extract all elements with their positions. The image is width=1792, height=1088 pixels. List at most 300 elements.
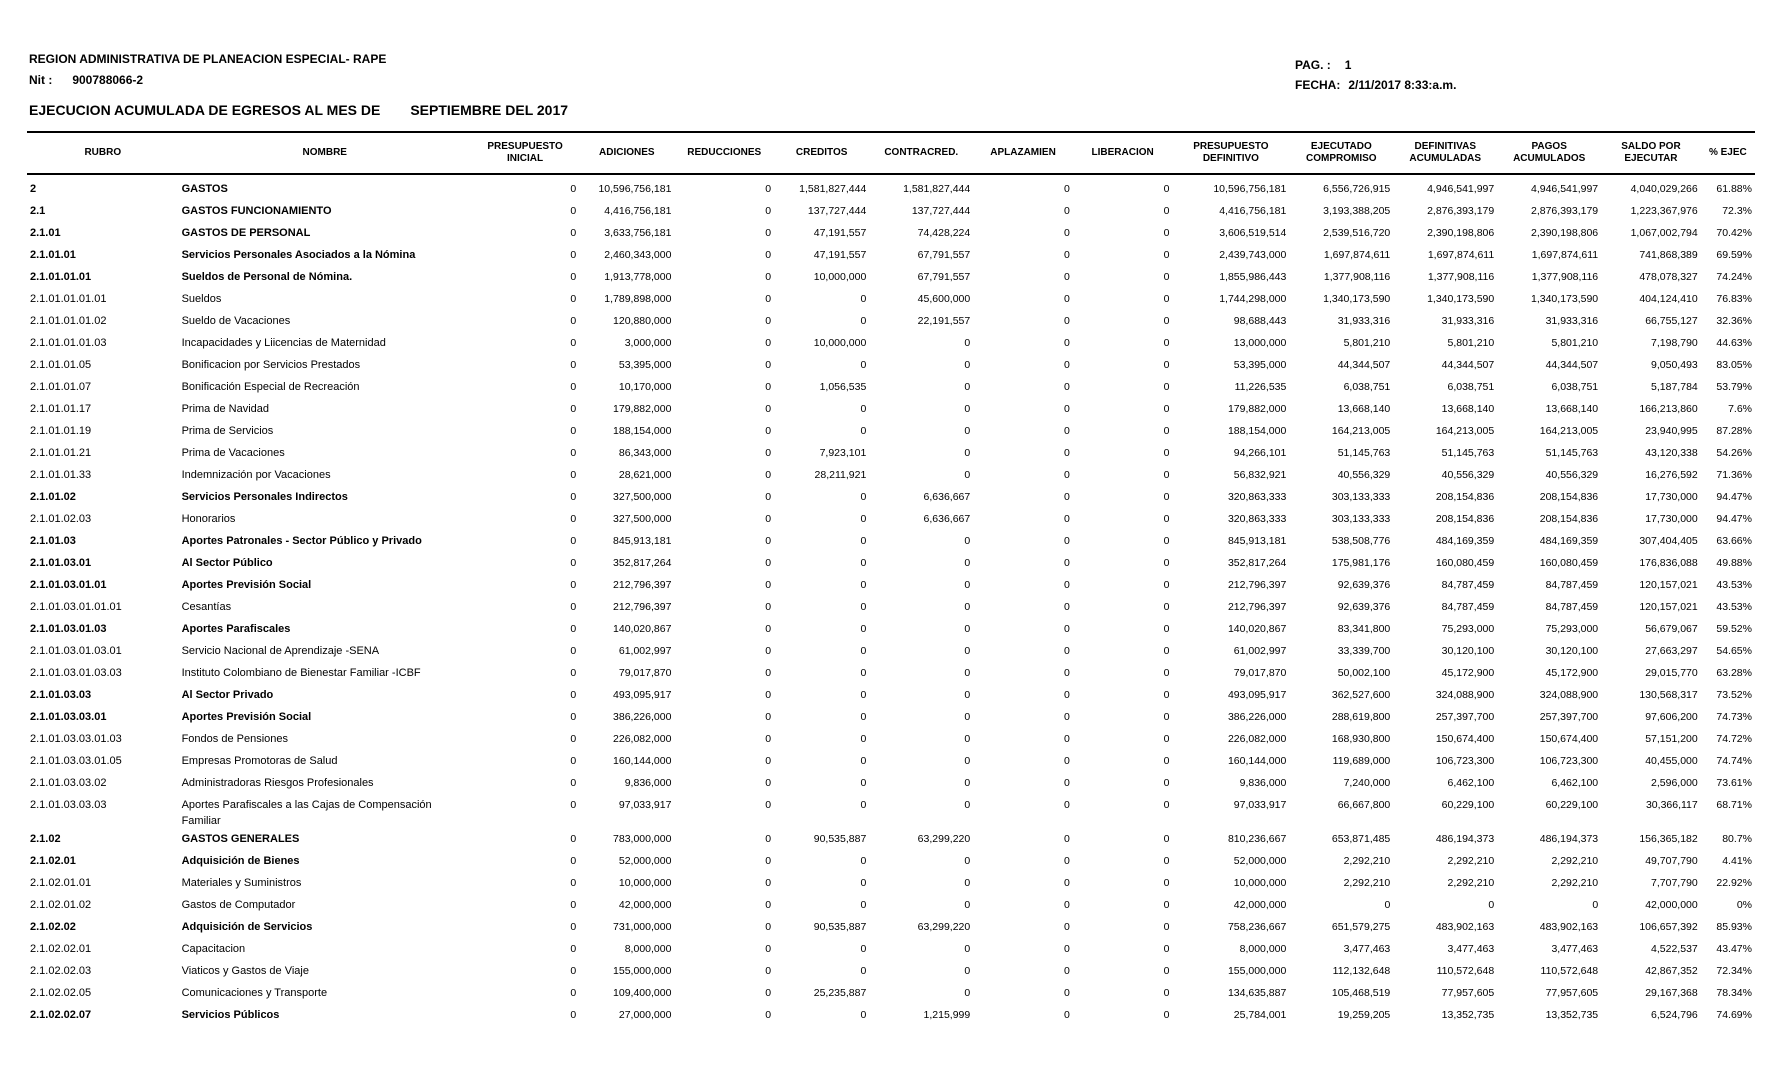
liberacion-cell: 0: [1163, 965, 1170, 977]
reducciones-cell: 0: [765, 755, 772, 767]
saldo-por-ejecutar-cell: 156,365,182: [1639, 833, 1698, 845]
rubro-cell: 2.1.01.01.01.01: [30, 293, 107, 305]
report-title: [29, 102, 568, 118]
rubro-cell: 2.1.01.03: [30, 535, 76, 547]
presupuesto-definitivo-cell: 53,395,000: [1233, 359, 1287, 371]
contracreditos-cell: 0: [964, 965, 971, 977]
ejecutado-compromiso-cell: 653,871,485: [1331, 833, 1391, 845]
rubro-cell: 2.1.01.01.01.02: [30, 315, 107, 327]
table-row: [27, 829, 1755, 851]
liberacion-cell: 0: [1163, 469, 1170, 481]
rubro-cell: 2.1: [30, 205, 46, 217]
adiciones-cell: 160,144,000: [613, 755, 672, 767]
porcentaje-ejecucion-cell: 0%: [1736, 899, 1752, 911]
saldo-por-ejecutar-cell: 43,120,338: [1645, 447, 1698, 459]
saldo-por-ejecutar-cell: 2,596,000: [1651, 777, 1698, 789]
table-row: [27, 289, 1755, 311]
porcentaje-ejecucion-cell: 83.05%: [1716, 359, 1752, 371]
presupuesto-inicial-cell: 0: [570, 183, 577, 195]
ejecutado-compromiso-cell: 175,981,176: [1331, 557, 1391, 569]
presupuesto-inicial-cell: 0: [570, 249, 577, 261]
ejecutado-compromiso-cell: 538,508,776: [1331, 535, 1391, 547]
reducciones-cell: 0: [765, 689, 772, 701]
definitivas-acumuladas-cell: 164,213,005: [1435, 425, 1495, 437]
presupuesto-definitivo-cell: 98,688,443: [1233, 315, 1287, 327]
nombre-cell: GASTOS: [181, 183, 228, 195]
reducciones-cell: 0: [765, 921, 772, 933]
nombre-cell: Sueldos de Personal de Nómina.: [181, 271, 353, 283]
adiciones-cell: 61,002,997: [618, 645, 672, 657]
creditos-cell: 7,923,101: [819, 447, 867, 459]
aplazamientos-cell: 0: [1063, 623, 1070, 635]
presupuesto-definitivo-cell: 758,236,667: [1227, 921, 1287, 933]
liberacion-cell: 0: [1163, 943, 1170, 955]
table-row: [27, 487, 1755, 509]
contracreditos-cell: 0: [964, 799, 971, 811]
contracreditos-cell: 22,191,557: [917, 315, 971, 327]
aplazamientos-cell: 0: [1063, 403, 1070, 415]
presupuesto-inicial-cell: 0: [570, 965, 577, 977]
table-row: [27, 619, 1755, 641]
creditos-cell: 10,000,000: [813, 271, 867, 283]
aplazamientos-cell: 0: [1063, 447, 1070, 459]
nombre-cell: Adquisición de Servicios: [181, 921, 313, 933]
rubro-cell: 2.1.01.01.17: [30, 403, 92, 415]
aplazamientos-cell: 0: [1063, 689, 1070, 701]
creditos-cell: 0: [860, 293, 867, 305]
aplazamientos-cell: 0: [1063, 943, 1070, 955]
ejecutado-compromiso-cell: 92,639,376: [1337, 579, 1391, 591]
creditos-cell: 0: [860, 425, 867, 437]
pagos-acumulados-cell: 40,556,329: [1545, 469, 1599, 481]
creditos-cell: 0: [860, 645, 867, 657]
presupuesto-inicial-cell: 0: [570, 403, 577, 415]
presupuesto-inicial-cell: 0: [570, 755, 577, 767]
contracreditos-cell: 63,299,220: [917, 833, 971, 845]
definitivas-acumuladas-cell: 324,088,900: [1435, 689, 1495, 701]
definitivas-acumuladas-cell: 257,397,700: [1435, 711, 1495, 723]
rubro-cell: 2.1.02.02.01: [30, 943, 92, 955]
presupuesto-inicial-cell: 0: [570, 601, 577, 613]
saldo-por-ejecutar-cell: 4,522,537: [1651, 943, 1698, 955]
presupuesto-definitivo-cell: 10,596,756,181: [1213, 183, 1287, 195]
contracreditos-cell: 6,636,667: [923, 513, 971, 525]
definitivas-acumuladas-cell: 44,344,507: [1441, 359, 1495, 371]
reducciones-cell: 0: [765, 645, 772, 657]
col-header-ejecutado-compromiso: EJECUTADO COMPROMISO: [1289, 132, 1393, 174]
nombre-cell: Capacitacion: [181, 943, 246, 955]
definitivas-acumuladas-cell: 486,194,373: [1435, 833, 1495, 845]
creditos-cell: 0: [860, 535, 867, 547]
ejecutado-compromiso-cell: 362,527,600: [1331, 689, 1391, 701]
presupuesto-inicial-cell: 0: [570, 623, 577, 635]
presupuesto-definitivo-cell: 13,000,000: [1233, 337, 1287, 349]
presupuesto-inicial-cell: 0: [570, 1009, 577, 1021]
saldo-por-ejecutar-cell: 23,940,995: [1645, 425, 1698, 437]
ejecutado-compromiso-cell: 0: [1384, 899, 1391, 911]
reducciones-cell: 0: [765, 579, 772, 591]
table-row: [27, 873, 1755, 895]
liberacion-cell: 0: [1163, 987, 1170, 999]
definitivas-acumuladas-cell: 75,293,000: [1441, 623, 1495, 635]
porcentaje-ejecucion-cell: 71.36%: [1716, 469, 1752, 481]
presupuesto-inicial-cell: 0: [570, 535, 577, 547]
ejecutado-compromiso-cell: 44,344,507: [1337, 359, 1391, 371]
ejecutado-compromiso-cell: 303,133,333: [1331, 513, 1391, 525]
pagos-acumulados-cell: 13,668,140: [1545, 403, 1599, 415]
adiciones-cell: 155,000,000: [613, 965, 672, 977]
table-row: [27, 773, 1755, 795]
adiciones-cell: 212,796,397: [613, 601, 672, 613]
col-header-porcentaje-ejecucion: % EJEC: [1701, 132, 1755, 174]
presupuesto-inicial-cell: 0: [570, 689, 577, 701]
adiciones-cell: 120,880,000: [613, 315, 672, 327]
creditos-cell: 0: [860, 557, 867, 569]
liberacion-cell: 0: [1163, 645, 1170, 657]
porcentaje-ejecucion-cell: 54.65%: [1716, 645, 1752, 657]
saldo-por-ejecutar-cell: 40,455,000: [1645, 755, 1698, 767]
table-row: [27, 245, 1755, 267]
reducciones-cell: 0: [765, 965, 772, 977]
table-row: [27, 597, 1755, 619]
contracreditos-cell: 0: [964, 601, 971, 613]
saldo-por-ejecutar-cell: 120,157,021: [1639, 579, 1698, 591]
porcentaje-ejecucion-cell: 63.28%: [1716, 667, 1752, 679]
page-number: [1295, 58, 1351, 72]
table-row: [27, 174, 1755, 201]
aplazamientos-cell: 0: [1063, 777, 1070, 789]
porcentaje-ejecucion-cell: 85.93%: [1716, 921, 1752, 933]
presupuesto-definitivo-cell: 845,913,181: [1227, 535, 1287, 547]
reducciones-cell: 0: [765, 1009, 772, 1021]
adiciones-cell: 845,913,181: [613, 535, 672, 547]
creditos-cell: 0: [860, 777, 867, 789]
presupuesto-definitivo-cell: 352,817,264: [1227, 557, 1287, 569]
liberacion-cell: 0: [1163, 833, 1170, 845]
rubro-cell: 2.1.01.01.05: [30, 359, 92, 371]
contracreditos-cell: 0: [964, 579, 971, 591]
porcentaje-ejecucion-cell: 53.79%: [1716, 381, 1752, 393]
reducciones-cell: 0: [765, 403, 772, 415]
presupuesto-definitivo-cell: 42,000,000: [1233, 899, 1287, 911]
definitivas-acumuladas-cell: 2,876,393,179: [1427, 205, 1495, 217]
porcentaje-ejecucion-cell: 61.88%: [1716, 183, 1752, 195]
nit-label: Nit :: [29, 73, 53, 87]
presupuesto-inicial-cell: 0: [570, 833, 577, 845]
adiciones-cell: 8,000,000: [624, 943, 672, 955]
liberacion-cell: 0: [1163, 667, 1170, 679]
pagos-acumulados-cell: 5,801,210: [1551, 337, 1599, 349]
nit-value: 900788066-2: [72, 73, 144, 87]
rubro-cell: 2.1.01.03.01.01: [30, 579, 107, 591]
saldo-por-ejecutar-cell: 66,755,127: [1645, 315, 1698, 327]
adiciones-cell: 783,000,000: [613, 833, 672, 845]
aplazamientos-cell: 0: [1063, 205, 1070, 217]
reducciones-cell: 0: [765, 711, 772, 723]
reducciones-cell: 0: [765, 447, 772, 459]
saldo-por-ejecutar-cell: 5,187,784: [1651, 381, 1698, 393]
definitivas-acumuladas-cell: 6,462,100: [1447, 777, 1495, 789]
rubro-cell: 2.1.02.02.05: [30, 987, 92, 999]
rubro-cell: 2.1.02.02: [30, 921, 76, 933]
contracreditos-cell: 0: [964, 381, 971, 393]
pagos-acumulados-cell: 84,787,459: [1545, 601, 1599, 613]
presupuesto-definitivo-cell: 1,855,986,443: [1219, 271, 1287, 283]
reducciones-cell: 0: [765, 315, 772, 327]
definitivas-acumuladas-cell: 2,390,198,806: [1427, 227, 1495, 239]
definitivas-acumuladas-cell: 160,080,459: [1435, 557, 1495, 569]
liberacion-cell: 0: [1163, 733, 1170, 745]
creditos-cell: 0: [860, 315, 867, 327]
col-header-definitivas-acumuladas: DEFINITIVAS ACUMULADAS: [1393, 132, 1497, 174]
porcentaje-ejecucion-cell: 44.63%: [1716, 337, 1752, 349]
pagos-acumulados-cell: 4,946,541,997: [1531, 183, 1599, 195]
creditos-cell: 0: [860, 799, 867, 811]
reducciones-cell: 0: [765, 513, 772, 525]
pagos-acumulados-cell: 45,172,900: [1545, 667, 1599, 679]
adiciones-cell: 731,000,000: [613, 921, 672, 933]
creditos-cell: 90,535,887: [813, 833, 867, 845]
reducciones-cell: 0: [765, 833, 772, 845]
ejecutado-compromiso-cell: 7,240,000: [1343, 777, 1391, 789]
contracreditos-cell: 45,600,000: [917, 293, 971, 305]
aplazamientos-cell: 0: [1063, 645, 1070, 657]
aplazamientos-cell: 0: [1063, 855, 1070, 867]
definitivas-acumuladas-cell: 84,787,459: [1441, 579, 1495, 591]
saldo-por-ejecutar-cell: 56,679,067: [1645, 623, 1698, 635]
adiciones-cell: 4,416,756,181: [604, 205, 672, 217]
ejecutado-compromiso-cell: 6,038,751: [1343, 381, 1391, 393]
col-header-aplazamientos: APLAZAMIEN: [973, 132, 1073, 174]
definitivas-acumuladas-cell: 45,172,900: [1441, 667, 1495, 679]
presupuesto-inicial-cell: 0: [570, 667, 577, 679]
contracreditos-cell: 137,727,444: [911, 205, 971, 217]
definitivas-acumuladas-cell: 110,572,648: [1436, 965, 1495, 977]
reducciones-cell: 0: [765, 855, 772, 867]
page-label: PAG. :: [1295, 58, 1331, 72]
porcentaje-ejecucion-cell: 49.88%: [1716, 557, 1752, 569]
aplazamientos-cell: 0: [1063, 733, 1070, 745]
presupuesto-definitivo-cell: 140,020,867: [1227, 623, 1287, 635]
adiciones-cell: 352,817,264: [613, 557, 672, 569]
pagos-acumulados-cell: 484,169,359: [1539, 535, 1599, 547]
ejecutado-compromiso-cell: 6,556,726,915: [1323, 183, 1391, 195]
pagos-acumulados-cell: 75,293,000: [1545, 623, 1599, 635]
aplazamientos-cell: 0: [1063, 899, 1070, 911]
liberacion-cell: 0: [1163, 205, 1170, 217]
nombre-cell: GASTOS DE PERSONAL: [181, 227, 311, 239]
porcentaje-ejecucion-cell: 7.6%: [1728, 403, 1752, 415]
col-header-saldo-por-ejecutar: SALDO POR EJECUTAR: [1601, 132, 1701, 174]
creditos-cell: 47,191,557: [813, 249, 867, 261]
liberacion-cell: 0: [1163, 491, 1170, 503]
adiciones-cell: 3,000,000: [624, 337, 672, 349]
saldo-por-ejecutar-cell: 130,568,317: [1639, 689, 1698, 701]
creditos-cell: 0: [860, 601, 867, 613]
presupuesto-inicial-cell: 0: [570, 447, 577, 459]
ejecutado-compromiso-cell: 66,667,800: [1337, 799, 1391, 811]
creditos-cell: 47,191,557: [813, 227, 867, 239]
pagos-acumulados-cell: 150,674,400: [1539, 733, 1599, 745]
table-row: [27, 685, 1755, 707]
presupuesto-inicial-cell: 0: [570, 899, 577, 911]
nombre-cell: Gastos de Computador: [181, 899, 296, 911]
presupuesto-inicial-cell: 0: [570, 579, 577, 591]
rubro-cell: 2.1.02.01: [30, 855, 76, 867]
col-header-contracreditos: CONTRACRED.: [869, 132, 973, 174]
rubro-cell: 2.1.01.03.03.03: [30, 799, 107, 811]
table-row: [27, 641, 1755, 663]
nombre-cell: Servicios Personales Indirectos: [181, 491, 348, 503]
table-row: [27, 751, 1755, 773]
reducciones-cell: 0: [765, 249, 772, 261]
contracreditos-cell: 0: [964, 855, 971, 867]
presupuesto-inicial-cell: 0: [570, 425, 577, 437]
porcentaje-ejecucion-cell: 22.92%: [1716, 877, 1752, 889]
nombre-cell: Prima de Navidad: [181, 403, 270, 415]
definitivas-acumuladas-cell: 150,674,400: [1435, 733, 1495, 745]
saldo-por-ejecutar-cell: 97,606,200: [1645, 711, 1698, 723]
pagos-acumulados-cell: 84,787,459: [1545, 579, 1599, 591]
pagos-acumulados-cell: 3,477,463: [1551, 943, 1599, 955]
contracreditos-cell: 0: [964, 711, 971, 723]
table-row: [27, 267, 1755, 289]
pagos-acumulados-cell: 106,723,300: [1539, 755, 1599, 767]
liberacion-cell: 0: [1163, 359, 1170, 371]
porcentaje-ejecucion-cell: 76.83%: [1716, 293, 1752, 305]
nombre-cell: Servicio Nacional de Aprendizaje -SENA: [181, 645, 380, 657]
ejecutado-compromiso-cell: 164,213,005: [1331, 425, 1391, 437]
pagos-acumulados-cell: 0: [1592, 899, 1599, 911]
porcentaje-ejecucion-cell: 59.52%: [1716, 623, 1752, 635]
contracreditos-cell: 74,428,224: [917, 227, 971, 239]
porcentaje-ejecucion-cell: 74.74%: [1716, 755, 1752, 767]
contracreditos-cell: 0: [964, 667, 971, 679]
pagos-acumulados-cell: 1,377,908,116: [1531, 271, 1599, 283]
aplazamientos-cell: 0: [1063, 711, 1070, 723]
definitivas-acumuladas-cell: 13,352,735: [1441, 1009, 1495, 1021]
ejecutado-compromiso-cell: 1,697,874,611: [1323, 249, 1391, 261]
saldo-por-ejecutar-cell: 741,868,389: [1639, 249, 1698, 261]
rubro-cell: 2.1.01.01.07: [30, 381, 92, 393]
rubro-cell: 2.1.01.03.03.01.03: [30, 733, 122, 745]
creditos-cell: 0: [860, 403, 867, 415]
contracreditos-cell: 0: [964, 535, 971, 547]
creditos-cell: 0: [860, 755, 867, 767]
pagos-acumulados-cell: 44,344,507: [1545, 359, 1599, 371]
table-row: [27, 465, 1755, 487]
presupuesto-inicial-cell: 0: [570, 315, 577, 327]
creditos-cell: 0: [860, 855, 867, 867]
definitivas-acumuladas-cell: 4,946,541,997: [1427, 183, 1495, 195]
col-header-presupuesto-definitivo: PRESUPUESTO DEFINITIVO: [1172, 132, 1289, 174]
presupuesto-definitivo-cell: 4,416,756,181: [1219, 205, 1287, 217]
aplazamientos-cell: 0: [1063, 1009, 1070, 1021]
definitivas-acumuladas-cell: 30,120,100: [1441, 645, 1495, 657]
saldo-por-ejecutar-cell: 49,707,790: [1645, 855, 1698, 867]
aplazamientos-cell: 0: [1063, 337, 1070, 349]
nombre-cell: Fondos de Pensiones: [181, 733, 288, 745]
presupuesto-inicial-cell: 0: [570, 777, 577, 789]
reducciones-cell: 0: [765, 601, 772, 613]
reducciones-cell: 0: [765, 667, 772, 679]
porcentaje-ejecucion-cell: 94.47%: [1716, 513, 1752, 525]
saldo-por-ejecutar-cell: 17,730,000: [1645, 491, 1698, 503]
rubro-cell: 2.1.01.01.19: [30, 425, 92, 437]
adiciones-cell: 493,095,917: [613, 689, 672, 701]
liberacion-cell: 0: [1163, 447, 1170, 459]
creditos-cell: 0: [860, 513, 867, 525]
reducciones-cell: 0: [765, 733, 772, 745]
rubro-cell: 2.1.02.02.03: [30, 965, 92, 977]
adiciones-cell: 226,082,000: [613, 733, 672, 745]
nombre-cell: Bonificación Especial de Recreación: [181, 381, 360, 393]
ejecutado-compromiso-cell: 2,539,516,720: [1323, 227, 1391, 239]
contracreditos-cell: 0: [964, 557, 971, 569]
contracreditos-cell: 0: [964, 689, 971, 701]
report-month: SEPTIEMBRE DEL 2017: [410, 102, 569, 118]
liberacion-cell: 0: [1163, 535, 1170, 547]
contracreditos-cell: 0: [964, 623, 971, 635]
liberacion-cell: 0: [1163, 227, 1170, 239]
nombre-cell: Instituto Colombiano de Bienestar Familiar -ICBF: [181, 667, 421, 679]
contracreditos-cell: 0: [964, 733, 971, 745]
rubro-cell: 2.1.01.03.01.03.03: [30, 667, 122, 679]
liberacion-cell: 0: [1163, 711, 1170, 723]
rubro-cell: 2.1.01.01.21: [30, 447, 92, 459]
contracreditos-cell: 0: [964, 645, 971, 657]
contracreditos-cell: 0: [964, 337, 971, 349]
creditos-cell: 0: [860, 899, 867, 911]
aplazamientos-cell: 0: [1063, 601, 1070, 613]
aplazamientos-cell: 0: [1063, 667, 1070, 679]
creditos-cell: 25,235,887: [813, 987, 867, 999]
contracreditos-cell: 6,636,667: [923, 491, 971, 503]
adiciones-cell: 3,633,756,181: [604, 227, 672, 239]
presupuesto-definitivo-cell: 386,226,000: [1227, 711, 1287, 723]
liberacion-cell: 0: [1163, 777, 1170, 789]
aplazamientos-cell: 0: [1063, 227, 1070, 239]
creditos-cell: 0: [860, 1009, 867, 1021]
contracreditos-cell: 1,215,999: [923, 1009, 971, 1021]
presupuesto-definitivo-cell: 10,000,000: [1233, 877, 1287, 889]
saldo-por-ejecutar-cell: 30,366,117: [1645, 799, 1698, 811]
contracreditos-cell: 67,791,557: [917, 249, 971, 261]
liberacion-cell: 0: [1163, 877, 1170, 889]
pagos-acumulados-cell: 13,352,735: [1545, 1009, 1599, 1021]
aplazamientos-cell: 0: [1063, 425, 1070, 437]
pagos-acumulados-cell: 6,462,100: [1551, 777, 1599, 789]
col-header-nombre: NOMBRE: [179, 132, 471, 174]
rubro-cell: 2.1.01.01.01.03: [30, 337, 107, 349]
rubro-cell: 2.1.01.02.03: [30, 513, 92, 525]
aplazamientos-cell: 0: [1063, 755, 1070, 767]
liberacion-cell: 0: [1163, 403, 1170, 415]
presupuesto-definitivo-cell: 1,744,298,000: [1219, 293, 1287, 305]
reducciones-cell: 0: [765, 425, 772, 437]
porcentaje-ejecucion-cell: 74.24%: [1716, 271, 1752, 283]
aplazamientos-cell: 0: [1063, 491, 1070, 503]
definitivas-acumuladas-cell: 2,292,210: [1447, 877, 1495, 889]
creditos-cell: 0: [860, 491, 867, 503]
contracreditos-cell: 0: [964, 425, 971, 437]
pagos-acumulados-cell: 2,876,393,179: [1531, 205, 1599, 217]
nombre-cell: Adquisición de Bienes: [181, 855, 300, 867]
nombre-cell: Aportes Patronales - Sector Público y Privado: [181, 535, 422, 547]
presupuesto-definitivo-cell: 8,000,000: [1239, 943, 1287, 955]
pagos-acumulados-cell: 164,213,005: [1539, 425, 1599, 437]
saldo-por-ejecutar-cell: 478,078,327: [1639, 271, 1698, 283]
